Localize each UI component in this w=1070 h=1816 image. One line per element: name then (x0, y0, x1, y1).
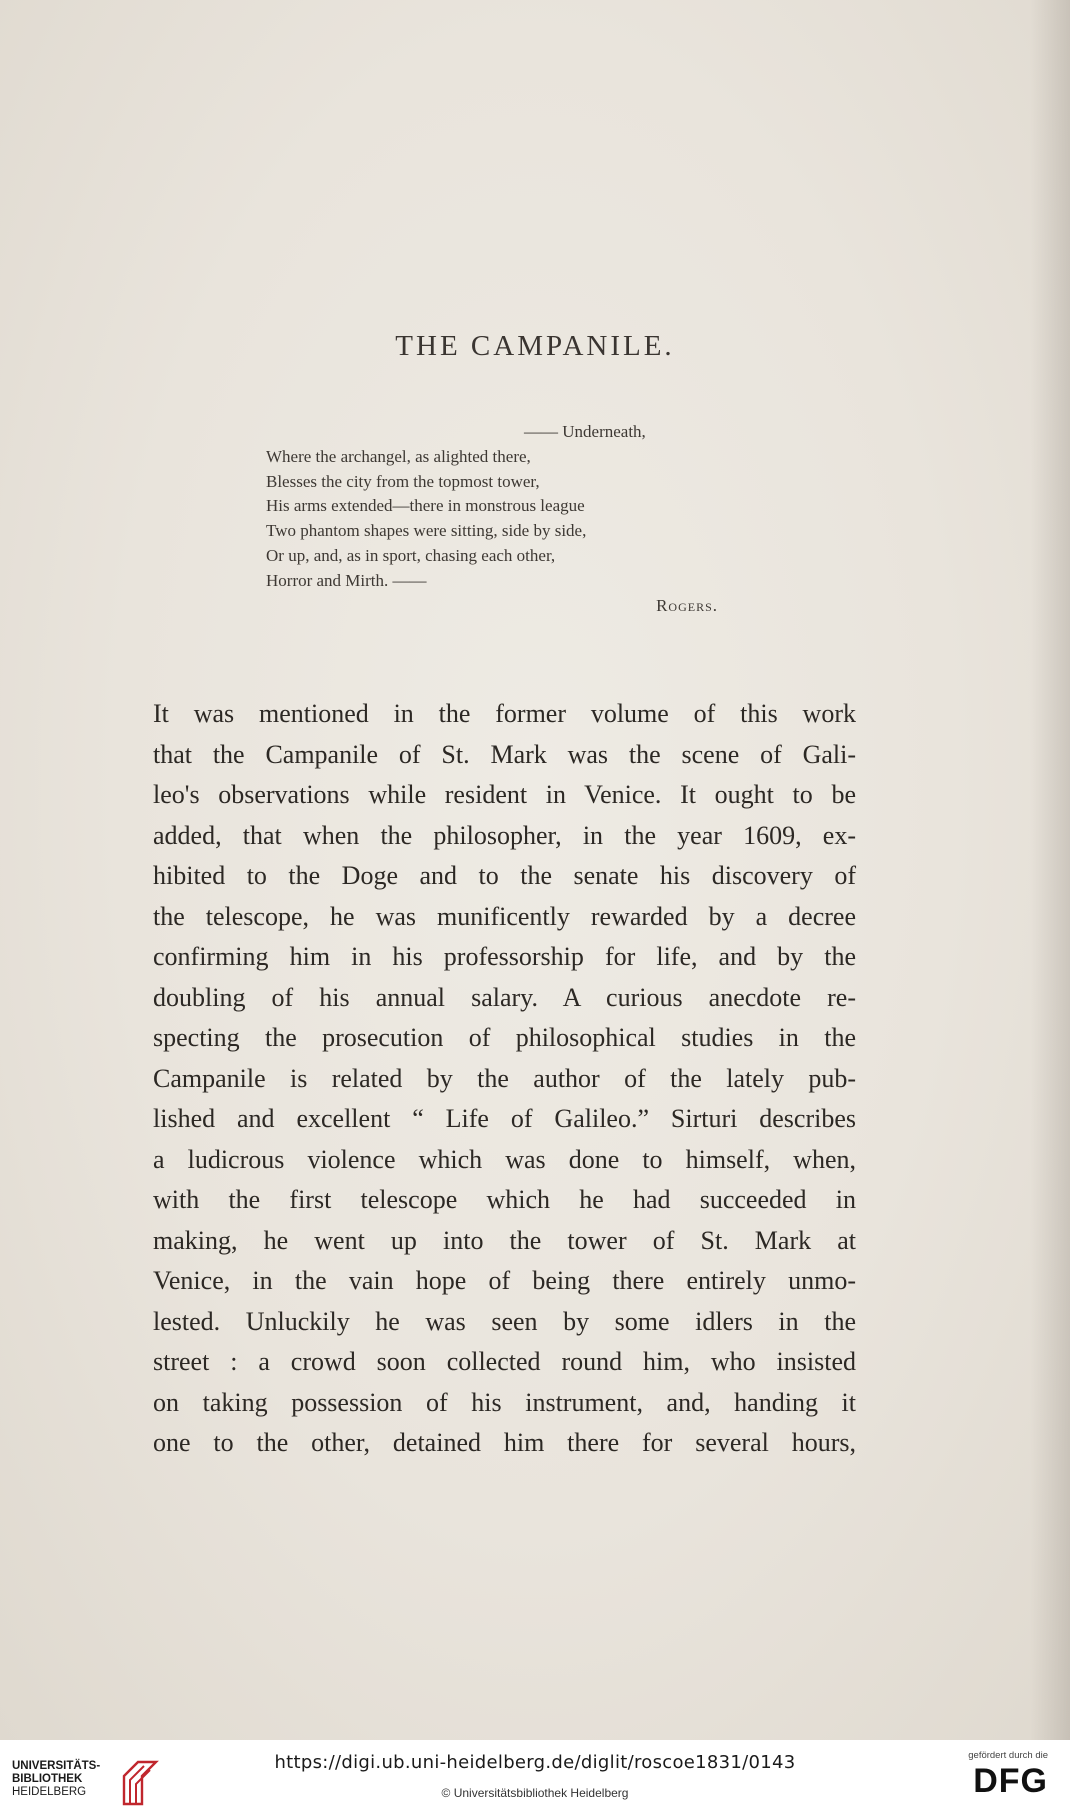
chapter-title: THE CAMPANILE. (395, 330, 675, 362)
body-line: confirming him in his professorship for life, and by the (153, 942, 856, 971)
funder-note: gefördert durch die (968, 1750, 1048, 1761)
epigraph-line: Blesses the city from the topmost tower, (266, 471, 540, 491)
body-line: lished and excellent “ Life of Galileo.” Sirturi describes (153, 1104, 856, 1133)
copyright-notice: © Universitätsbibliothek Heidelberg (441, 1786, 629, 1800)
body-line: the telescope, he was munificently rewarded by a decree (153, 901, 856, 931)
epigraph-line: Where the archangel, as alighted there, (266, 446, 531, 466)
logo-line: UNIVERSITÄTS- (12, 1760, 101, 1772)
dfg-logo-text: DFG (973, 1762, 1048, 1800)
dfg-logo[interactable] (938, 1750, 1048, 1808)
body-line: one to the other, detained him there for several hours, (153, 1428, 856, 1457)
body-line: that the Campanile of St. Mark was the scene of Gali- (153, 739, 856, 769)
epigraph-line: Two phantom shapes were sitting, side by side, (266, 521, 587, 541)
body-line: specting the prosecution of philosophical studies in the (153, 1023, 856, 1052)
epigraph-attribution: Rogers. (656, 595, 718, 615)
body-line: Campanile is related by the author of the lately pub- (153, 1063, 856, 1093)
body-line: street : a crowd soon collected round him, who insisted (153, 1347, 856, 1376)
body-line: leo's observations while resident in Venice. It ought to be (153, 780, 856, 809)
body-line: a ludicrous violence which was done to himself, when, (153, 1144, 856, 1174)
viewer-footer (0, 1740, 1070, 1816)
body-line: doubling of his annual salary. A curious anecdote re- (153, 982, 856, 1012)
logo-line: HEIDELBERG (12, 1786, 87, 1798)
body-line: lested. Unluckily he was seen by some idlers in the (153, 1306, 856, 1336)
permalink-url[interactable]: https://digi.ub.uni-heidelberg.de/diglit/roscoe1831/0143 (274, 1752, 796, 1773)
body-text (153, 694, 856, 1464)
logo-line: BIBLIOTHEK (12, 1773, 83, 1785)
epigraph-line: Horror and Mirth. —— (266, 570, 427, 590)
body-line: added, that when the philosopher, in the year 1609, ex- (153, 820, 856, 850)
epigraph-line: Or up, and, as in sport, chasing each other, (266, 545, 556, 565)
body-line: with the first telescope which he had succeeded in (153, 1185, 856, 1214)
body-line: hibited to the Doge and to the senate his discovery of (153, 861, 856, 890)
epigraph (266, 420, 726, 618)
body-line: on taking possession of his instrument, and, handing it (153, 1387, 856, 1417)
body-line: making, he went up into the tower of St. Mark at (153, 1225, 856, 1255)
epigraph-line: —— Underneath, (524, 422, 646, 441)
body-line: Venice, in the vain hope of being there entirely unmo- (153, 1266, 856, 1295)
epigraph-line: His arms extended—there in monstrous league (266, 496, 585, 516)
body-line: It was mentioned in the former volume of this work (153, 699, 856, 728)
